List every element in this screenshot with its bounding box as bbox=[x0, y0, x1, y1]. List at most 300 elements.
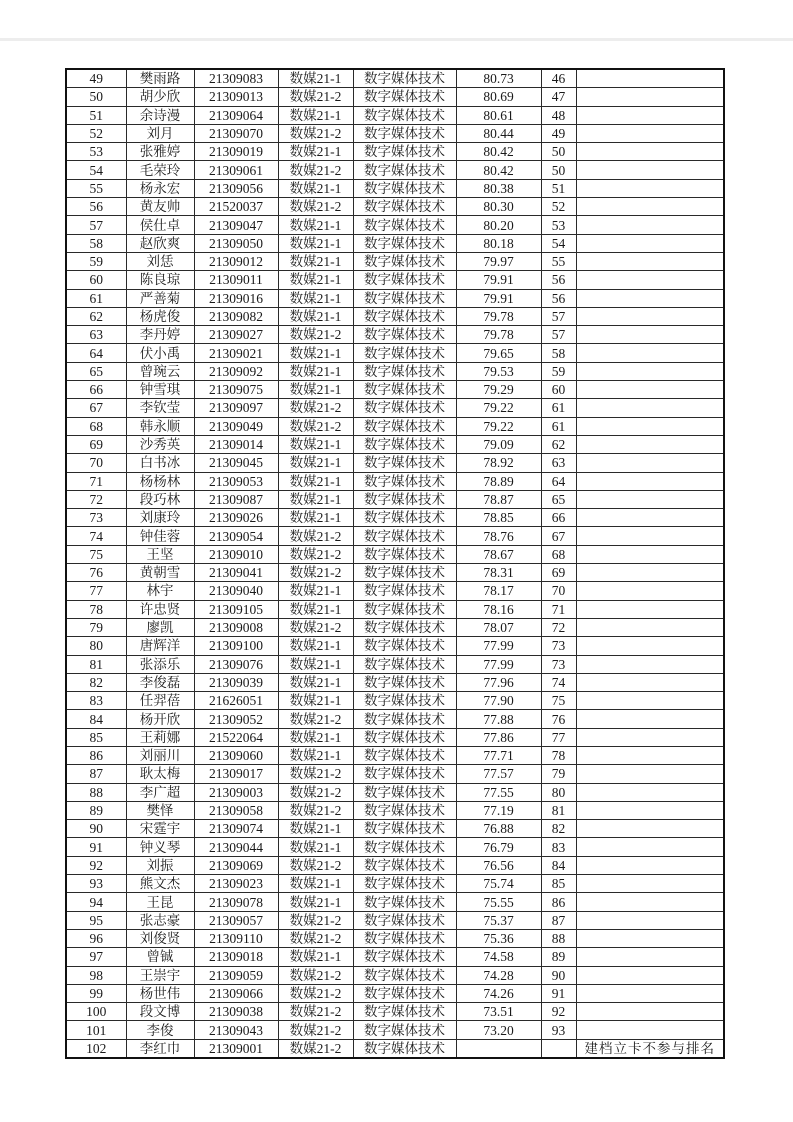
cell-major-rank: 73 bbox=[541, 637, 576, 655]
cell-student-id: 21309097 bbox=[194, 399, 278, 417]
cell-class: 数媒21-1 bbox=[278, 692, 353, 710]
cell-class: 数媒21-2 bbox=[278, 984, 353, 1002]
cell-student-name: 唐辉洋 bbox=[126, 637, 194, 655]
cell-major-rank: 56 bbox=[541, 289, 576, 307]
table-row bbox=[66, 673, 724, 691]
cell-note bbox=[576, 820, 724, 838]
cell-major-rank: 89 bbox=[541, 948, 576, 966]
cell-class: 数媒21-1 bbox=[278, 509, 353, 527]
cell-serial-no: 54 bbox=[66, 161, 126, 179]
cell-student-id: 21309076 bbox=[194, 655, 278, 673]
cell-student-name: 刘恁 bbox=[126, 252, 194, 270]
cell-major: 数字媒体技术 bbox=[353, 1039, 456, 1058]
cell-major-rank: 86 bbox=[541, 893, 576, 911]
cell-note bbox=[576, 637, 724, 655]
table-row bbox=[66, 1021, 724, 1039]
cell-student-id: 21309082 bbox=[194, 307, 278, 325]
scan-artifact-line bbox=[0, 38, 793, 41]
cell-major: 数字媒体技术 bbox=[353, 820, 456, 838]
cell-serial-no: 70 bbox=[66, 454, 126, 472]
cell-class: 数媒21-2 bbox=[278, 161, 353, 179]
cell-student-name: 曾铖 bbox=[126, 948, 194, 966]
cell-student-id: 21309070 bbox=[194, 124, 278, 142]
cell-serial-no: 78 bbox=[66, 600, 126, 618]
table-row bbox=[66, 801, 724, 819]
cell-student-name: 刘康玲 bbox=[126, 509, 194, 527]
cell-major-rank: 79 bbox=[541, 765, 576, 783]
cell-class: 数媒21-1 bbox=[278, 600, 353, 618]
cell-student-name: 杨杨林 bbox=[126, 472, 194, 490]
cell-student-name: 黄友帅 bbox=[126, 198, 194, 216]
cell-major: 数字媒体技术 bbox=[353, 326, 456, 344]
table-row bbox=[66, 326, 724, 344]
cell-serial-no: 101 bbox=[66, 1021, 126, 1039]
cell-note bbox=[576, 929, 724, 947]
table-row bbox=[66, 417, 724, 435]
cell-class: 数媒21-2 bbox=[278, 856, 353, 874]
cell-serial-no: 69 bbox=[66, 435, 126, 453]
cell-student-id: 21309074 bbox=[194, 820, 278, 838]
cell-major: 数字媒体技术 bbox=[353, 673, 456, 691]
cell-major-rank: 54 bbox=[541, 234, 576, 252]
cell-serial-no: 64 bbox=[66, 344, 126, 362]
cell-serial-no: 79 bbox=[66, 618, 126, 636]
cell-score: 79.22 bbox=[456, 417, 541, 435]
cell-student-name: 赵欣爽 bbox=[126, 234, 194, 252]
cell-major-rank: 64 bbox=[541, 472, 576, 490]
cell-score: 79.53 bbox=[456, 362, 541, 380]
cell-note bbox=[576, 856, 724, 874]
table-row bbox=[66, 929, 724, 947]
cell-major: 数字媒体技术 bbox=[353, 490, 456, 508]
cell-student-id: 21309018 bbox=[194, 948, 278, 966]
cell-major-rank: 61 bbox=[541, 399, 576, 417]
cell-major-rank: 83 bbox=[541, 838, 576, 856]
cell-score: 75.36 bbox=[456, 929, 541, 947]
cell-serial-no: 83 bbox=[66, 692, 126, 710]
table-row bbox=[66, 234, 724, 252]
cell-class: 数媒21-2 bbox=[278, 710, 353, 728]
cell-class: 数媒21-1 bbox=[278, 143, 353, 161]
cell-class: 数媒21-2 bbox=[278, 399, 353, 417]
cell-class: 数媒21-1 bbox=[278, 948, 353, 966]
cell-student-id: 21309061 bbox=[194, 161, 278, 179]
table-row bbox=[66, 454, 724, 472]
cell-major: 数字媒体技术 bbox=[353, 216, 456, 234]
cell-major: 数字媒体技术 bbox=[353, 875, 456, 893]
cell-major: 数字媒体技术 bbox=[353, 1021, 456, 1039]
cell-serial-no: 77 bbox=[66, 582, 126, 600]
cell-student-id: 21309064 bbox=[194, 106, 278, 124]
cell-score: 79.91 bbox=[456, 289, 541, 307]
cell-student-name: 沙秀英 bbox=[126, 435, 194, 453]
table-row bbox=[66, 710, 724, 728]
table-row bbox=[66, 161, 724, 179]
cell-student-name: 伏小禹 bbox=[126, 344, 194, 362]
cell-serial-no: 76 bbox=[66, 564, 126, 582]
cell-major: 数字媒体技术 bbox=[353, 417, 456, 435]
cell-major-rank: 75 bbox=[541, 692, 576, 710]
cell-serial-no: 49 bbox=[66, 69, 126, 88]
cell-student-id: 21309013 bbox=[194, 88, 278, 106]
cell-serial-no: 74 bbox=[66, 527, 126, 545]
cell-note bbox=[576, 161, 724, 179]
cell-major: 数字媒体技术 bbox=[353, 69, 456, 88]
cell-class: 数媒21-2 bbox=[278, 765, 353, 783]
cell-student-id: 21309045 bbox=[194, 454, 278, 472]
cell-student-name: 严善菊 bbox=[126, 289, 194, 307]
cell-serial-no: 89 bbox=[66, 801, 126, 819]
cell-score: 77.71 bbox=[456, 746, 541, 764]
table-row bbox=[66, 381, 724, 399]
cell-student-id: 21309040 bbox=[194, 582, 278, 600]
cell-major: 数字媒体技术 bbox=[353, 783, 456, 801]
cell-score: 77.55 bbox=[456, 783, 541, 801]
cell-student-name: 杨虎俊 bbox=[126, 307, 194, 325]
cell-student-name: 张志豪 bbox=[126, 911, 194, 929]
cell-major: 数字媒体技术 bbox=[353, 564, 456, 582]
cell-major: 数字媒体技术 bbox=[353, 911, 456, 929]
cell-student-id: 21309066 bbox=[194, 984, 278, 1002]
table-row bbox=[66, 1003, 724, 1021]
cell-score: 78.07 bbox=[456, 618, 541, 636]
cell-serial-no: 92 bbox=[66, 856, 126, 874]
cell-class: 数媒21-1 bbox=[278, 69, 353, 88]
cell-major-rank: 93 bbox=[541, 1021, 576, 1039]
cell-score: 77.99 bbox=[456, 655, 541, 673]
cell-student-name: 曾琬云 bbox=[126, 362, 194, 380]
cell-note bbox=[576, 198, 724, 216]
cell-note bbox=[576, 307, 724, 325]
cell-note bbox=[576, 1021, 724, 1039]
cell-serial-no: 75 bbox=[66, 545, 126, 563]
cell-score: 76.56 bbox=[456, 856, 541, 874]
cell-score: 80.73 bbox=[456, 69, 541, 88]
cell-student-id: 21309041 bbox=[194, 564, 278, 582]
cell-student-id: 21309038 bbox=[194, 1003, 278, 1021]
cell-note bbox=[576, 600, 724, 618]
cell-student-id: 21309050 bbox=[194, 234, 278, 252]
table-row bbox=[66, 106, 724, 124]
cell-note bbox=[576, 179, 724, 197]
cell-serial-no: 90 bbox=[66, 820, 126, 838]
cell-major-rank: 50 bbox=[541, 161, 576, 179]
cell-major-rank: 51 bbox=[541, 179, 576, 197]
cell-serial-no: 80 bbox=[66, 637, 126, 655]
table-row bbox=[66, 435, 724, 453]
cell-note bbox=[576, 381, 724, 399]
cell-note bbox=[576, 417, 724, 435]
table-row bbox=[66, 69, 724, 88]
table-row bbox=[66, 124, 724, 142]
cell-student-name: 段巧林 bbox=[126, 490, 194, 508]
table-row bbox=[66, 307, 724, 325]
cell-student-id: 21309056 bbox=[194, 179, 278, 197]
cell-student-name: 胡少欣 bbox=[126, 88, 194, 106]
cell-student-id: 21309010 bbox=[194, 545, 278, 563]
table-row bbox=[66, 509, 724, 527]
cell-score: 80.69 bbox=[456, 88, 541, 106]
cell-score: 77.86 bbox=[456, 728, 541, 746]
cell-major: 数字媒体技术 bbox=[353, 856, 456, 874]
cell-class: 数媒21-2 bbox=[278, 564, 353, 582]
cell-class: 数媒21-1 bbox=[278, 472, 353, 490]
cell-class: 数媒21-2 bbox=[278, 124, 353, 142]
cell-major-rank: 74 bbox=[541, 673, 576, 691]
table-row bbox=[66, 838, 724, 856]
cell-score: 79.22 bbox=[456, 399, 541, 417]
table-row bbox=[66, 344, 724, 362]
table-row bbox=[66, 289, 724, 307]
cell-student-name: 陈良琼 bbox=[126, 271, 194, 289]
cell-serial-no: 72 bbox=[66, 490, 126, 508]
cell-class: 数媒21-1 bbox=[278, 216, 353, 234]
cell-major: 数字媒体技术 bbox=[353, 179, 456, 197]
cell-major: 数字媒体技术 bbox=[353, 966, 456, 984]
cell-major-rank: 58 bbox=[541, 344, 576, 362]
cell-score: 78.17 bbox=[456, 582, 541, 600]
cell-score: 80.61 bbox=[456, 106, 541, 124]
cell-major: 数字媒体技术 bbox=[353, 161, 456, 179]
table-row bbox=[66, 875, 724, 893]
cell-serial-no: 66 bbox=[66, 381, 126, 399]
cell-score: 77.19 bbox=[456, 801, 541, 819]
cell-class: 数媒21-1 bbox=[278, 490, 353, 508]
cell-note bbox=[576, 124, 724, 142]
cell-note bbox=[576, 289, 724, 307]
cell-score: 78.31 bbox=[456, 564, 541, 582]
cell-score: 80.38 bbox=[456, 179, 541, 197]
cell-major: 数字媒体技术 bbox=[353, 88, 456, 106]
cell-note bbox=[576, 106, 724, 124]
cell-score: 77.88 bbox=[456, 710, 541, 728]
cell-class: 数媒21-1 bbox=[278, 179, 353, 197]
cell-student-name: 杨永宏 bbox=[126, 179, 194, 197]
cell-note bbox=[576, 69, 724, 88]
cell-major: 数字媒体技术 bbox=[353, 198, 456, 216]
cell-note bbox=[576, 564, 724, 582]
table-row bbox=[66, 252, 724, 270]
cell-serial-no: 62 bbox=[66, 307, 126, 325]
cell-student-name: 刘月 bbox=[126, 124, 194, 142]
cell-major-rank: 46 bbox=[541, 69, 576, 88]
table-row bbox=[66, 399, 724, 417]
cell-serial-no: 95 bbox=[66, 911, 126, 929]
table-row bbox=[66, 362, 724, 380]
cell-student-id: 21309008 bbox=[194, 618, 278, 636]
cell-major: 数字媒体技术 bbox=[353, 124, 456, 142]
cell-major-rank: 48 bbox=[541, 106, 576, 124]
cell-class: 数媒21-2 bbox=[278, 1021, 353, 1039]
cell-score bbox=[456, 1039, 541, 1058]
cell-major-rank: 56 bbox=[541, 271, 576, 289]
cell-student-name: 樊雨路 bbox=[126, 69, 194, 88]
cell-note bbox=[576, 234, 724, 252]
cell-serial-no: 52 bbox=[66, 124, 126, 142]
cell-student-name: 刘丽川 bbox=[126, 746, 194, 764]
cell-note bbox=[576, 801, 724, 819]
cell-major: 数字媒体技术 bbox=[353, 143, 456, 161]
cell-note bbox=[576, 88, 724, 106]
cell-major-rank: 60 bbox=[541, 381, 576, 399]
cell-major-rank: 50 bbox=[541, 143, 576, 161]
table-row bbox=[66, 600, 724, 618]
score-ranking-table bbox=[65, 68, 725, 1059]
cell-major-rank: 53 bbox=[541, 216, 576, 234]
cell-major: 数字媒体技术 bbox=[353, 454, 456, 472]
cell-major: 数字媒体技术 bbox=[353, 655, 456, 673]
cell-note bbox=[576, 673, 724, 691]
cell-major-rank: 71 bbox=[541, 600, 576, 618]
cell-score: 80.42 bbox=[456, 161, 541, 179]
cell-serial-no: 96 bbox=[66, 929, 126, 947]
cell-serial-no: 81 bbox=[66, 655, 126, 673]
table-row bbox=[66, 564, 724, 582]
cell-serial-no: 56 bbox=[66, 198, 126, 216]
cell-student-id: 21309027 bbox=[194, 326, 278, 344]
cell-student-id: 21309026 bbox=[194, 509, 278, 527]
cell-note bbox=[576, 490, 724, 508]
cell-class: 数媒21-2 bbox=[278, 966, 353, 984]
cell-student-id: 21309087 bbox=[194, 490, 278, 508]
cell-class: 数媒21-1 bbox=[278, 655, 353, 673]
table-row bbox=[66, 527, 724, 545]
cell-class: 数媒21-2 bbox=[278, 929, 353, 947]
cell-class: 数媒21-1 bbox=[278, 307, 353, 325]
cell-score: 79.29 bbox=[456, 381, 541, 399]
cell-class: 数媒21-1 bbox=[278, 582, 353, 600]
cell-major: 数字媒体技术 bbox=[353, 618, 456, 636]
cell-student-id: 21309003 bbox=[194, 783, 278, 801]
table-row bbox=[66, 692, 724, 710]
cell-major-rank: 57 bbox=[541, 307, 576, 325]
cell-serial-no: 50 bbox=[66, 88, 126, 106]
cell-major-rank: 82 bbox=[541, 820, 576, 838]
cell-student-name: 张雅婷 bbox=[126, 143, 194, 161]
cell-student-name: 余诗漫 bbox=[126, 106, 194, 124]
table-row bbox=[66, 893, 724, 911]
cell-major: 数字媒体技术 bbox=[353, 509, 456, 527]
table-row bbox=[66, 88, 724, 106]
cell-student-id: 21309014 bbox=[194, 435, 278, 453]
table-row bbox=[66, 765, 724, 783]
cell-major: 数字媒体技术 bbox=[353, 984, 456, 1002]
cell-note bbox=[576, 618, 724, 636]
cell-student-name: 韩永顺 bbox=[126, 417, 194, 435]
table-row bbox=[66, 143, 724, 161]
cell-student-name: 熊文杰 bbox=[126, 875, 194, 893]
table-row bbox=[66, 216, 724, 234]
cell-score: 77.90 bbox=[456, 692, 541, 710]
cell-class: 数媒21-1 bbox=[278, 637, 353, 655]
table-row bbox=[66, 984, 724, 1002]
cell-note bbox=[576, 545, 724, 563]
cell-note bbox=[576, 710, 724, 728]
cell-class: 数媒21-1 bbox=[278, 746, 353, 764]
cell-note bbox=[576, 527, 724, 545]
cell-major: 数字媒体技术 bbox=[353, 838, 456, 856]
cell-serial-no: 67 bbox=[66, 399, 126, 417]
cell-student-name: 白书冰 bbox=[126, 454, 194, 472]
cell-major-rank: 67 bbox=[541, 527, 576, 545]
cell-serial-no: 65 bbox=[66, 362, 126, 380]
cell-major: 数字媒体技术 bbox=[353, 582, 456, 600]
cell-student-id: 21309012 bbox=[194, 252, 278, 270]
table-row bbox=[66, 582, 724, 600]
cell-class: 数媒21-1 bbox=[278, 875, 353, 893]
cell-score: 77.57 bbox=[456, 765, 541, 783]
cell-student-id: 21309100 bbox=[194, 637, 278, 655]
cell-major: 数字媒体技术 bbox=[353, 271, 456, 289]
cell-student-name: 李广超 bbox=[126, 783, 194, 801]
cell-score: 75.74 bbox=[456, 875, 541, 893]
table-row bbox=[66, 728, 724, 746]
cell-student-id: 21309011 bbox=[194, 271, 278, 289]
table-row bbox=[66, 783, 724, 801]
cell-student-id: 21309044 bbox=[194, 838, 278, 856]
cell-student-id: 21309092 bbox=[194, 362, 278, 380]
table-row bbox=[66, 820, 724, 838]
table-row bbox=[66, 966, 724, 984]
cell-note bbox=[576, 216, 724, 234]
cell-class: 数媒21-1 bbox=[278, 728, 353, 746]
cell-note bbox=[576, 509, 724, 527]
cell-student-id: 21626051 bbox=[194, 692, 278, 710]
cell-student-id: 21309043 bbox=[194, 1021, 278, 1039]
cell-student-name: 钟义琴 bbox=[126, 838, 194, 856]
cell-student-name: 宋霆宇 bbox=[126, 820, 194, 838]
cell-major: 数字媒体技术 bbox=[353, 893, 456, 911]
cell-serial-no: 93 bbox=[66, 875, 126, 893]
cell-serial-no: 73 bbox=[66, 509, 126, 527]
cell-student-name: 李红巾 bbox=[126, 1039, 194, 1058]
cell-major: 数字媒体技术 bbox=[353, 106, 456, 124]
table-row bbox=[66, 911, 724, 929]
cell-student-id: 21309075 bbox=[194, 381, 278, 399]
cell-class: 数媒21-1 bbox=[278, 271, 353, 289]
cell-note bbox=[576, 893, 724, 911]
cell-student-name: 李俊 bbox=[126, 1021, 194, 1039]
table-row bbox=[66, 856, 724, 874]
cell-major-rank: 91 bbox=[541, 984, 576, 1002]
cell-score: 75.37 bbox=[456, 911, 541, 929]
cell-student-id: 21309016 bbox=[194, 289, 278, 307]
cell-major-rank: 68 bbox=[541, 545, 576, 563]
cell-student-id: 21309049 bbox=[194, 417, 278, 435]
cell-student-id: 21309001 bbox=[194, 1039, 278, 1058]
cell-note bbox=[576, 746, 724, 764]
cell-note bbox=[576, 984, 724, 1002]
cell-score: 78.16 bbox=[456, 600, 541, 618]
cell-note bbox=[576, 966, 724, 984]
cell-major: 数字媒体技术 bbox=[353, 381, 456, 399]
cell-note bbox=[576, 362, 724, 380]
cell-score: 78.85 bbox=[456, 509, 541, 527]
cell-score: 79.91 bbox=[456, 271, 541, 289]
table-row bbox=[66, 472, 724, 490]
cell-major-rank: 57 bbox=[541, 326, 576, 344]
cell-major: 数字媒体技术 bbox=[353, 728, 456, 746]
cell-major-rank: 87 bbox=[541, 911, 576, 929]
cell-student-name: 许忠贤 bbox=[126, 600, 194, 618]
cell-serial-no: 61 bbox=[66, 289, 126, 307]
cell-major: 数字媒体技术 bbox=[353, 692, 456, 710]
cell-major-rank: 47 bbox=[541, 88, 576, 106]
cell-major-rank: 65 bbox=[541, 490, 576, 508]
table-row bbox=[66, 655, 724, 673]
cell-class: 数媒21-1 bbox=[278, 344, 353, 362]
cell-student-id: 21309069 bbox=[194, 856, 278, 874]
